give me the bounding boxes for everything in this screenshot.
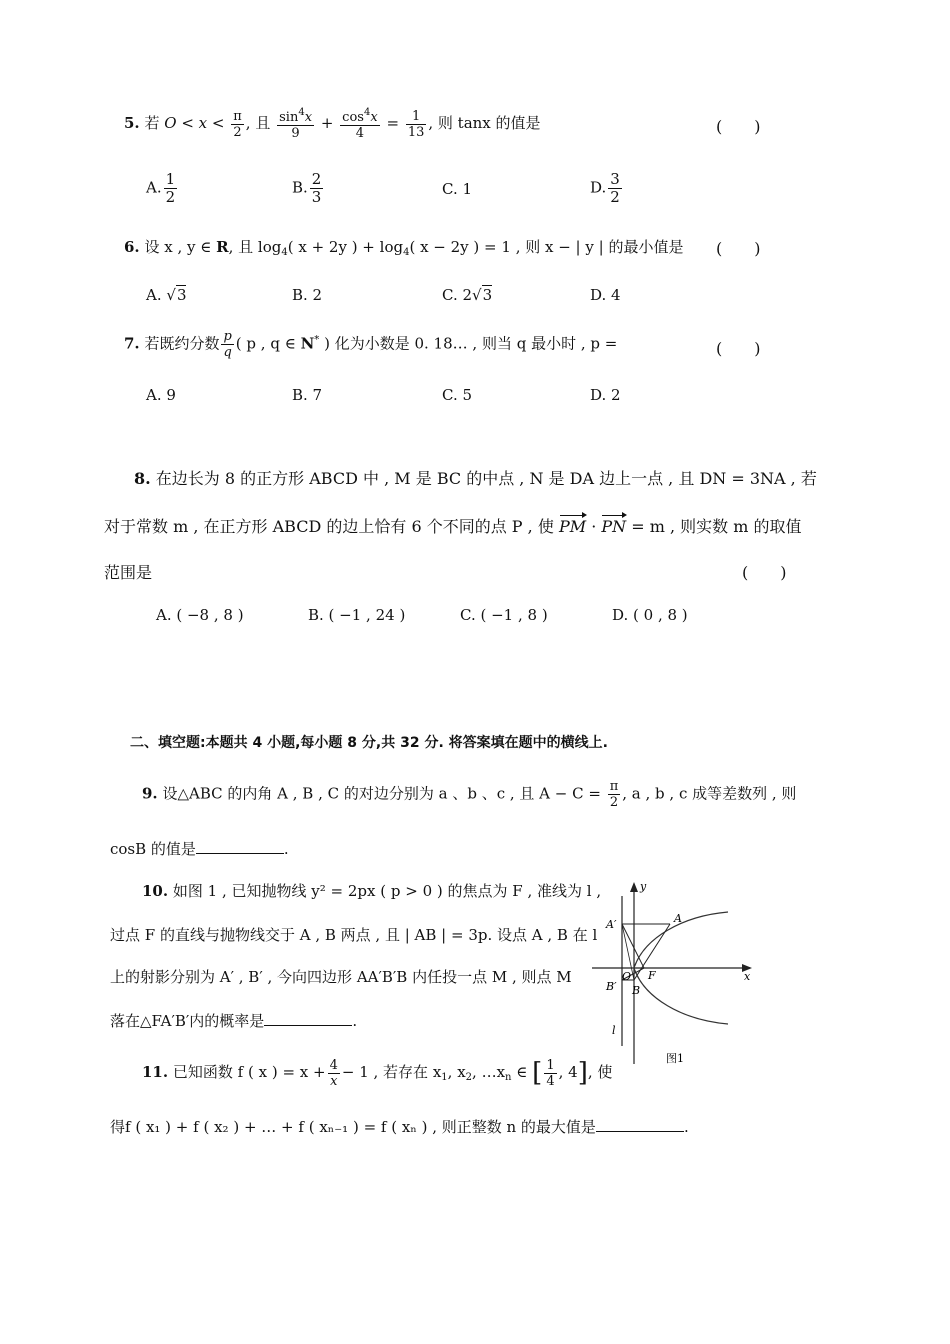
q5-cos4-over-4: $\frac{\cos^4x}{4}$	[342, 107, 378, 141]
q8-number: 8.	[134, 469, 151, 488]
label-b: B	[632, 984, 641, 997]
q10-line1: 10. 如图 1 , 已知抛物线 y² = 2px ( p > 0 ) 的焦点为 F , 准线为 l ,	[142, 882, 602, 900]
q6-option-a[interactable]: A. √3	[146, 286, 187, 304]
q11-line2: 得f ( x₁ ) + f ( x₂ ) + … + f ( xₙ₋₁ ) = f ( xₙ ) , 则正整数 n 的最大值是 .	[110, 1118, 689, 1136]
q5-one-over-13: $\frac{1}{13}$	[407, 108, 425, 140]
q9-number: 9.	[142, 784, 158, 803]
q8-line1: 8. 在边长为 8 的正方形 ABCD 中 , M 是 BC 的中点 , N 是 DA 边上一点 , 且 DN = 3NA , 若	[134, 469, 817, 488]
label-b-prime: B′	[606, 980, 617, 993]
figure-parabola	[592, 876, 762, 1076]
q5-pi-over-2: $\frac{\pi}{2}$	[233, 108, 242, 140]
q6-option-d[interactable]: D. 4	[590, 286, 621, 304]
q10-number: 10.	[142, 882, 169, 900]
q8-option-d[interactable]: D. ( 0 , 8 )	[612, 606, 688, 624]
q6-option-b[interactable]: B. 2	[292, 286, 323, 304]
q6-stem: 6. 设 x , y ∈ R, 且 $\log_4$( x + 2y ) + $\log_4$( x − 2y ) = 1 , 则 x − | y | 的最小值是	[124, 238, 684, 258]
q9-line2: cosB 的值是 .	[110, 840, 289, 858]
q6-number: 6.	[124, 238, 140, 256]
q7-stem: 7. 若既约分数 $\frac{p}{q}$ ( p , q ∈ N* ) 化为小数是 0. 18… , 则当 q 最小时 , p =	[124, 329, 618, 360]
q10-line4: 落在△FA′B′内的概率是 .	[110, 1012, 358, 1030]
q7-option-a[interactable]: A. 9	[146, 386, 176, 404]
q5-number: 5.	[124, 114, 140, 132]
q5-stem: 5. 若 O < x < $\frac{\pi}{2}$ , 且 $\frac{\sin^4x}{9}$ + $\frac{\cos^4x}{4}$ = $\frac{1}{13}$ , 则 tanx 的值是	[124, 107, 541, 141]
label-f: F	[648, 969, 656, 982]
label-x: x	[744, 970, 751, 983]
q11-answer-blank[interactable]	[596, 1117, 684, 1132]
q7-number: 7.	[124, 334, 140, 353]
label-a: A	[674, 912, 682, 925]
q8-option-b[interactable]: B. ( −1 , 24 )	[308, 606, 406, 624]
q10-answer-blank[interactable]	[264, 1011, 352, 1026]
label-y: y	[640, 880, 647, 893]
q9-answer-blank[interactable]	[196, 839, 284, 854]
q11-number: 11.	[142, 1063, 169, 1081]
q5-option-d[interactable]: D. $\frac{3}{2}$	[590, 170, 620, 206]
q5-answer-paren[interactable]: ( )	[716, 117, 761, 136]
q7-option-b[interactable]: B. 7	[292, 386, 323, 404]
figure-caption: 图1	[666, 1052, 684, 1065]
q7-answer-paren[interactable]: ( )	[716, 339, 761, 358]
q8-line2: 对于常数 m , 在正方形 ABCD 的边上恰有 6 个不同的点 P , 使 PM · PN = m , 则实数 m 的取值	[104, 517, 802, 536]
q5-option-a[interactable]: A. $\frac{1}{2}$	[146, 170, 176, 206]
label-a-prime: A′	[606, 918, 617, 931]
q9-line1: 9. 设△ABC 的内角 A , B , C 的对边分别为 a 、b 、c , 且 A − C = $\frac{\pi}{2}$ , a , b , c 成等差数列 , 则	[142, 779, 797, 810]
q7-option-c[interactable]: C. 5	[442, 386, 473, 404]
q8-option-c[interactable]: C. ( −1 , 8 )	[460, 606, 548, 624]
q8-option-a[interactable]: A. ( −8 , 8 )	[156, 606, 244, 624]
q6-option-c[interactable]: C. 2√3	[442, 286, 493, 304]
q11-line1: 11. 已知函数 f ( x ) = x + $\frac{4}{x}$ − 1 , 若存在 $x_1$, $x_2$, $\dots x_n$ ∈ [ $\frac{1}{4}$ , 4], 使	[142, 1057, 613, 1089]
q6-answer-paren[interactable]: ( )	[716, 239, 761, 258]
q7-option-d[interactable]: D. 2	[590, 386, 621, 404]
q5-option-c[interactable]: C. 1	[442, 180, 473, 198]
y-axis-arrow	[630, 882, 638, 892]
label-o: O	[622, 970, 632, 983]
q10-line3: 上的射影分别为 A′ , B′ , 今向四边形 AA′B′B 内任投一点 M , 则点 M	[110, 968, 572, 986]
vector-pn: PN	[601, 517, 627, 536]
section-heading-fill-in: 二、填空题:本题共 4 小题,每小题 8 分,共 32 分. 将答案填在题中的横线上.	[130, 735, 608, 751]
q5-option-b[interactable]: B. $\frac{2}{3}$	[292, 170, 322, 206]
q8-answer-paren[interactable]: ( )	[742, 563, 787, 582]
label-l: l	[612, 1024, 616, 1037]
q5-sin4-over-9: $\frac{\sin^4x}{9}$	[279, 107, 313, 141]
segment-aprime-f	[622, 924, 644, 968]
vector-pm: PM	[558, 517, 587, 536]
q8-line3: 范围是	[104, 563, 153, 582]
q10-line2: 过点 F 的直线与抛物线交于 A , B 两点 , 且 | AB | = 3p. 设点 A , B 在 l	[110, 926, 598, 944]
